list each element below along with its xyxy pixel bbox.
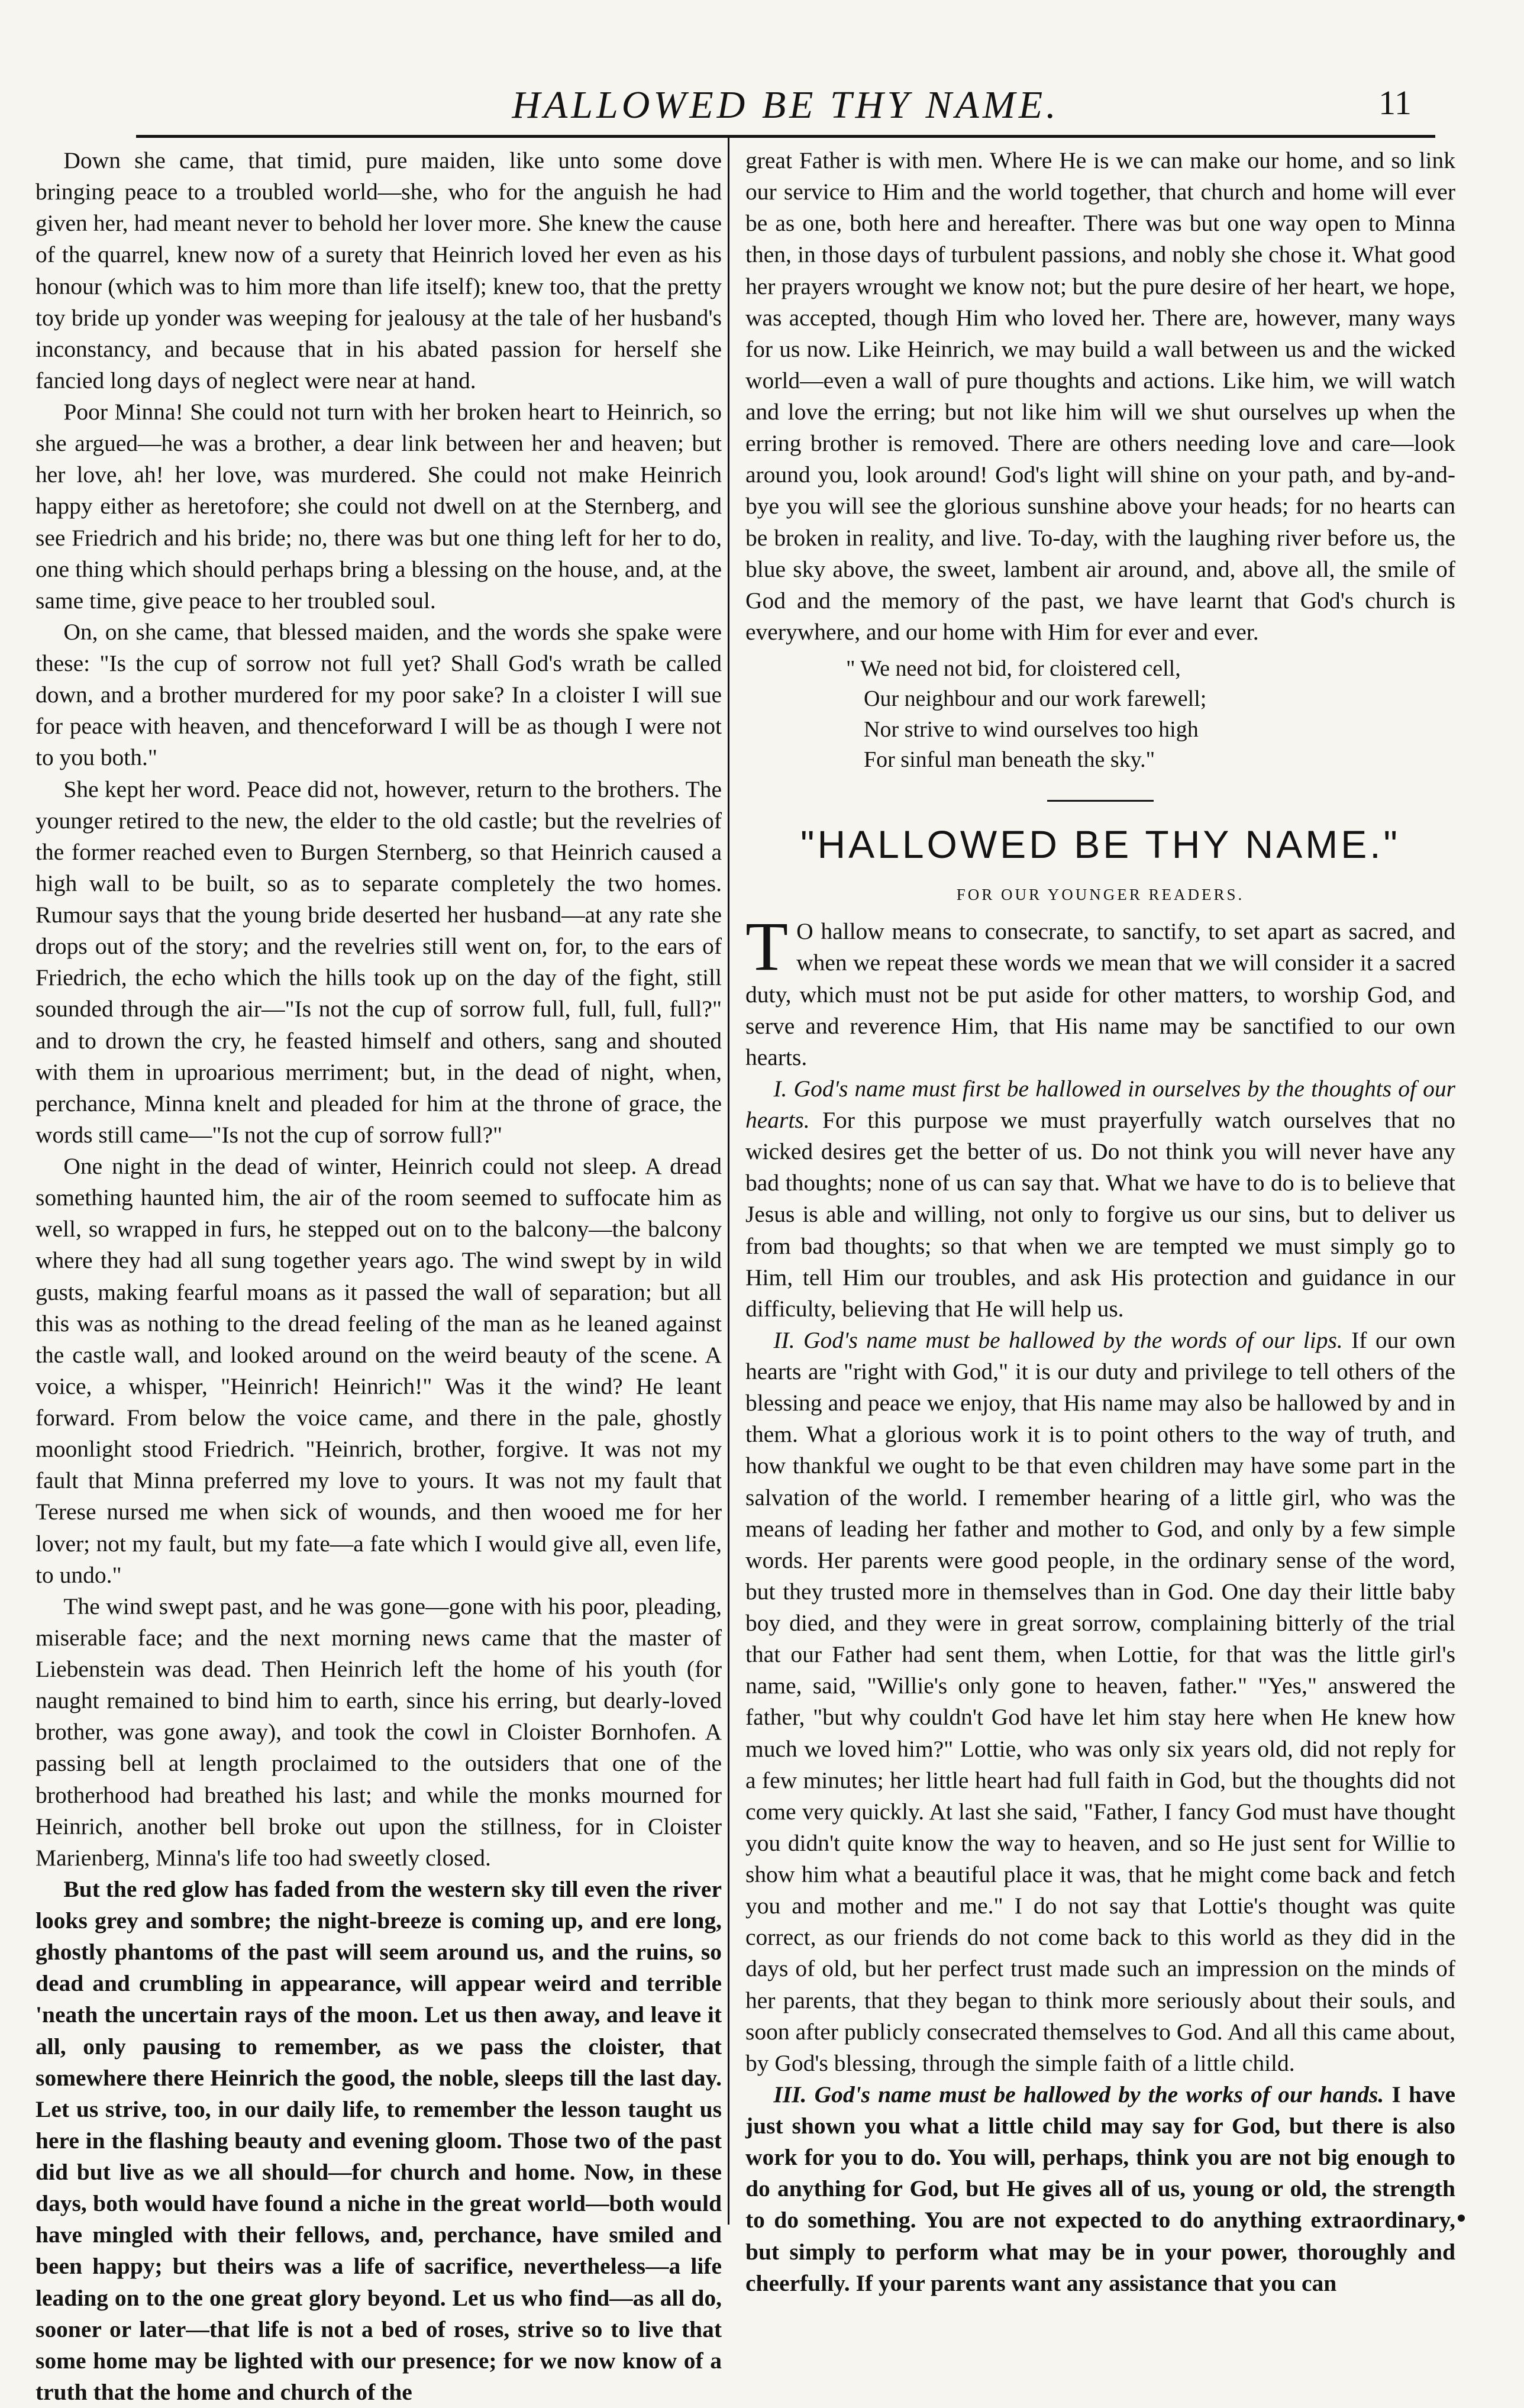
story-continuation: great Father is with men. Where He is we can make our home, and so link our service to Him and the world together, that church and home will ever be as one, both here and hereafter. There was but one way open to Minna then, in those days of turbulent passions, and nobly she chose it. What good her prayers wrought we know not; but the pure desire of her heart, we hope, was accepted, though Him who loved her. There are, however, many ways for us now. Like Heinrich, we may build a wall between us and the wicked world—even a wall of pure thoughts and actions. Like him, we will watch and love the erring; but not like him will we shut ourselves up when the erring brother is removed. There are others needing love and care—look around you, look around! God's light will shine on your path, and by-and-bye you will see the glorious sunshine above your heads; for no hearts can be broken in reality, and live. To-day, with the laughing river before us, the blue sky above, the sweet, lambent air around, and, above all, the smile of God and the memory of the past, we have learnt that God's church is everywhere, and our home with Him for ever and ever. — [745, 147, 1455, 645]
poem-line: " We need not bid, for cloistered cell, — [846, 656, 1181, 681]
intro-paragraph — [745, 908, 1455, 1073]
point-heading: III. God's name must be hallowed by the works of our hands. — [773, 2081, 1384, 2107]
section-title: "HALLOWED BE THY NAME." — [800, 822, 1400, 867]
story-closing-paragraph: But the red glow has faded from the western sky till even the river looks grey and sombre; the night-breeze is coming up, and ere long, ghostly phantoms of the past will seem around us, and the ruins, so dead and crumbling in appearance, will appear weird and terrible 'neath the uncertain rays of the moon. Let us then away, and leave it all, only pausing to remember, as we pass the cloister, that somewhere there Heinrich the good, the noble, sleeps till the last day. Let us strive, too, in our daily life, to remember the lesson taught us here in the flashing beauty and evening gloom. Those two of the past did but live as we all should—for church and home. Now, in these days, both would have found a niche in the great world—both would have mingled with their fellows, and, perchance, have smiled and been happy; but theirs was a life of sacrifice, nevertheless—a life leading on to the one great glory beyond. Let us who find—as all do, sooner or later—that life is not a bed of roses, strive so to live that some home may be lighted with our presence; for we now know of a truth that the home and church of the — [35, 1876, 722, 2405]
right-column — [745, 145, 1456, 2296]
header-rule — [136, 135, 1435, 138]
printer-mark — [1458, 2215, 1465, 2222]
column-divider — [728, 137, 729, 2225]
poem-line: Nor strive to wind ourselves too high — [864, 716, 1199, 742]
intro-text: O hallow means to consecrate, to sanctify, to set apart as sacred, and when we repeat these words we mean that we will consider it a sacred duty, which must not be put aside for other matters, to worship God, and serve and reverence Him, that His name may be sanctified to our own hearts. — [745, 918, 1455, 1070]
section-subtitle: FOR OUR YOUNGER READERS. — [956, 885, 1245, 903]
drop-cap: T — [745, 908, 789, 986]
section-divider — [1047, 800, 1154, 802]
story-paragraph: Down she came, that timid, pure maiden, like unto some dove bringing peace to a troubled world—she, who for the anguish he had given her, had meant never to behold her lover more. She knew the cause of the quarrel, knew now of a surety that Heinrich loved her even as his honour (which was to him more than life itself); knew too, that the pretty toy bride up yonder was weeping for jealousy at the tale of her husband's inconstancy, and because that in his abated passion for herself she fancied long days of neglect were near at hand. — [35, 147, 722, 393]
point-paragraph — [745, 1325, 1455, 2079]
point-paragraph — [745, 2079, 1455, 2299]
poem-line: Our neighbour and our work farewell; — [864, 686, 1207, 712]
running-title: HALLOWED BE THY NAME. — [512, 83, 1060, 127]
story-paragraph: On, on she came, that blessed maiden, and the words she spake were these: "Is the cup of sorrow not full yet? Shall God's wrath be called down, and a brother murdered for my poor sake? In a cloister I will sue for peace with heaven, and thenceforward I will be as though I were not to you both." — [35, 618, 722, 771]
poem-line: For sinful man beneath the sky." — [864, 747, 1155, 772]
left-column — [35, 145, 722, 2405]
point-paragraph — [745, 1073, 1455, 1325]
point-body: If our own hearts are "right with God," it is our duty and privilege to tell others of the blessing and peace we enjoy, that His name may also be hallowed by and in them. What a glorious work it is to point others to the way of truth, and how thankful we ought to be that even children may have some part in the salvation of the world. I remember hearing of a little girl, who was the means of leading her father and mother to God, and only by a few simple words. Her parents were good people, in the ordinary sense of the word, but they trusted more in themselves than in God. One day their little baby boy died, and they were in great sorrow, complaining bitterly of the trial that our Father had sent them, when Lottie, for that was the little girl's name, said, "Willie's only gone to heaven, father." "Yes," answered the father, "but why couldn't God have let him stay here when He knew how much we loved him?" Lottie, who was only six years old, did not reply for a few minutes; her little heart had full faith in God, but the thoughts did not come very quickly. At last she said, "Father, I fancy God must have thought you didn't quite know the way to heaven, and so He just sent for Willie to show him what a beautiful place it was, that he might come back and fetch you and mother and me." I do not say that Lottie's thought was quite correct, as our friends do not come back to this world as they did in the days of old, but her perfect trust made such an impression on the minds of her parents, that they began to think more seriously about their souls, and soon after publicly consecrated themselves to God. And all this came about, by God's blessing, through the simple faith of a little child. — [745, 1326, 1455, 2076]
story-paragraph: She kept her word. Peace did not, however, return to the brothers. The younger retired to the new, the elder to the old castle; but the revelries of the former reached even to Burgen Sternberg, so that Heinrich caused a high wall to be built, so as to separate completely the two homes. Rumour says that the young bride deserted her husband—at any rate she drops out of the story; and the revelries still went on, for, to the ears of Friedrich, the echo which the hills took up on the day of the fight, still sounded through the air—"Is not the cup of sorrow full, full, full, full?" and to drown the cry, he feasted himself and others, sang and shouted with them in uproarious merriment; but, in the dead of night, when, perchance, Minna knelt and pleaded for him at the throne of grace, the words still came—"Is not the cup of sorrow full?" — [35, 776, 722, 1148]
story-paragraph: The wind swept past, and he was gone—gone with his poor, pleading, miserable face; and the next morning news came that the master of Liebenstein was dead. Then Heinrich left the home of his youth (for naught remained to bind him to earth, since his erring, but dearly-loved brother, was gone away), and took the cowl in Cloister Bornhofen. A passing bell at length proclaimed to the outsiders that one of the brotherhood had breathed his last; and while the monks mourned for Heinrich, another bell broke out upon the stillness, for in Cloister Marienberg, Minna's life too had sweetly closed. — [35, 1593, 722, 1871]
point-heading: I. God's name must first be hallowed in ourselves by the thoughts of our hearts. — [745, 1075, 1455, 1134]
point-body: For this purpose we must prayerfully watch ourselves that no wicked desires get the better of us. Do not think you will never have any bad thoughts; none of us can say that. What we have to do is to believe that Jesus is able and willing, not only to forgive us our sins, but to deliver us from bad thoughts; so that when we are tempted we must simply go to Him, tell Him our troubles, and ask His protection and guidance in our difficulty, believing that He will help us. — [745, 1107, 1456, 1322]
point-body: I have just shown you what a little child may say for God, but there is also work for you to do. You will, perhaps, think you are not big enough to do anything for God, but He gives all of us, young or old, the strength to do something. You are not expected to do anything extraordinary, but simply to perform what may be in your power, thoroughly and cheerfully. If your parents want any assistance that you can — [745, 2081, 1456, 2296]
story-paragraph: Poor Minna! She could not turn with her broken heart to Heinrich, so she argued—he was a brother, a dear link between her and heaven; but her love, ah! her love, was murdered. She could not make Heinrich happy either as heretofore; she could not dwell on at the Sternberg, and see Friedrich and his bride; no, there was but one thing left for her to do, one thing which should perhaps bring a blessing on the house, and, at the same time, give peace to her troubled soul. — [35, 399, 722, 614]
closing-poem — [846, 654, 1455, 775]
story-paragraph: One night in the dead of winter, Heinrich could not sleep. A dread something haunted him, the air of the room seemed to suffocate him as well, so wrapped in furs, he stepped out on to the balcony—the balcony where they had all sung together years ago. The wind swept by in wild gusts, making fearful moans as it passed the wall of separation; but all this was as nothing to the dread feeling of the man as he leaned against the castle wall, and looked around on the weird beauty of the scene. A voice, a whisper, "Heinrich! Heinrich!" Was it the wind? He leant forward. From below the voice came, and there in the pale, ghostly moonlight stood Friedrich. "Heinrich, brother, forgive. It was not my fault that Minna preferred my love to yours. It was not my fault that Terese nursed me when sick of wounds, and then wooed me for her lover; not my fault, but my fate—a fate which I would give all, even life, to undo." — [35, 1153, 722, 1588]
page-number: 11 — [1378, 83, 1412, 122]
point-heading: II. God's name must be hallowed by the words of our lips. — [773, 1326, 1343, 1353]
running-head — [136, 83, 1435, 136]
